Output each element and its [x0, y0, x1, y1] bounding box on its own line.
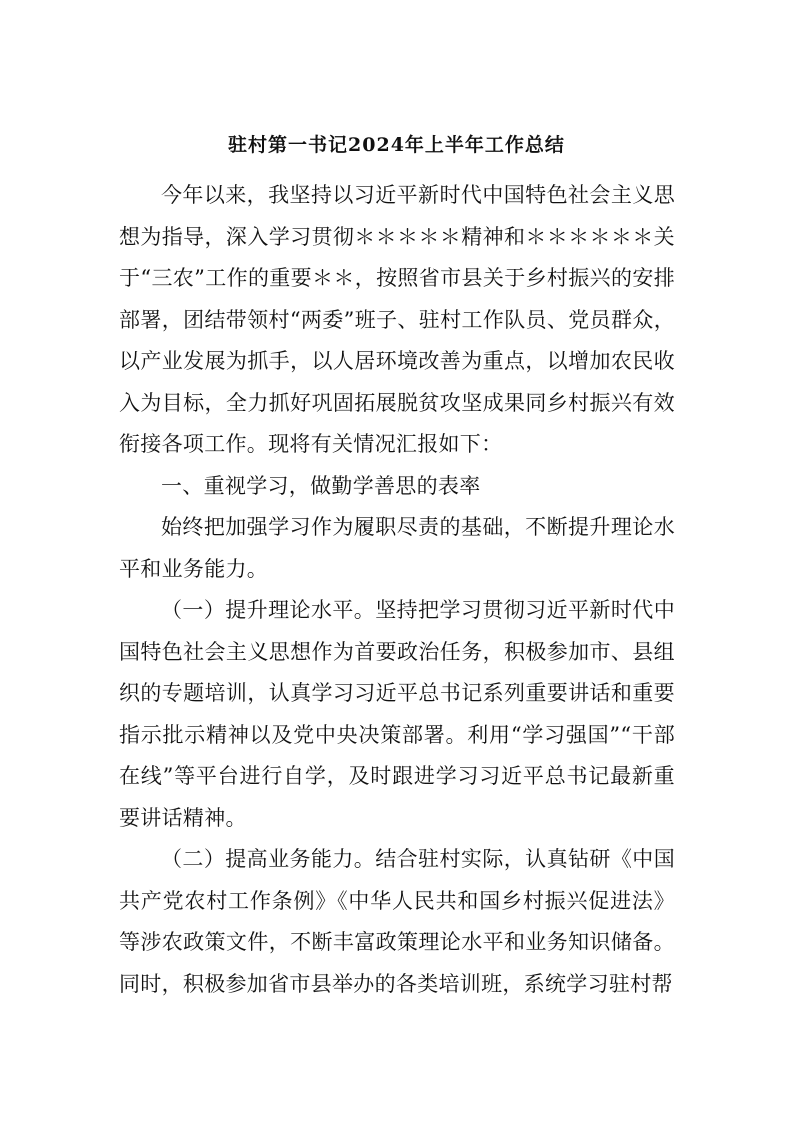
section-1-intro-paragraph: 始终把加强学习作为履职尽责的基础，不断提升理论水平和业务能力。 — [119, 515, 675, 581]
intro-paragraph: 今年以来，我坚持以习近平新时代中国特色社会主义思想为指导，深入学习贯彻＊＊＊＊＊精神和＊＊＊＊＊＊关于“三农”工作的重要＊＊，按照省市县关于乡村振兴的安排部署，团结带领村“两委”班子、驻村工作队员、党员群众，以产业发展为抓手，以人居环境改善为重点，以增加农民收入为目标，全力抓好巩固拓展脱贫攻坚成果同乡村振兴有效衔接各项工作。现将有关情况汇报如下： — [119, 183, 675, 456]
subsection-2-paragraph: （二）提高业务能力。结合驻村实际，认真钻研《中国共产党农村工作条例》《中华人民共和国乡村振兴促进法》等涉农政策文件，不断丰富政策理论水平和业务知识储备。同时，积极参加省市县举办的各类培训班，系统学习驻村帮 — [119, 847, 675, 996]
subsection-1-paragraph: （一）提升理论水平。坚持把学习贯彻习近平新时代中国特色社会主义思想作为首要政治任务，积极参加市、县组织的专题培训，认真学习习近平总书记系列重要讲话和重要指示批示精神以及党中央决策部署。利用“学习强国”“干部在线”等平台进行自学，及时跟进学习习近平总书记最新重要讲话精神。 — [119, 598, 675, 830]
document-body — [119, 175, 675, 1005]
section-heading-1: 一、重视学习，做勤学善思的表率 — [161, 473, 481, 498]
document-title: 驻村第一书记2024年上半年工作总结 — [228, 134, 565, 156]
